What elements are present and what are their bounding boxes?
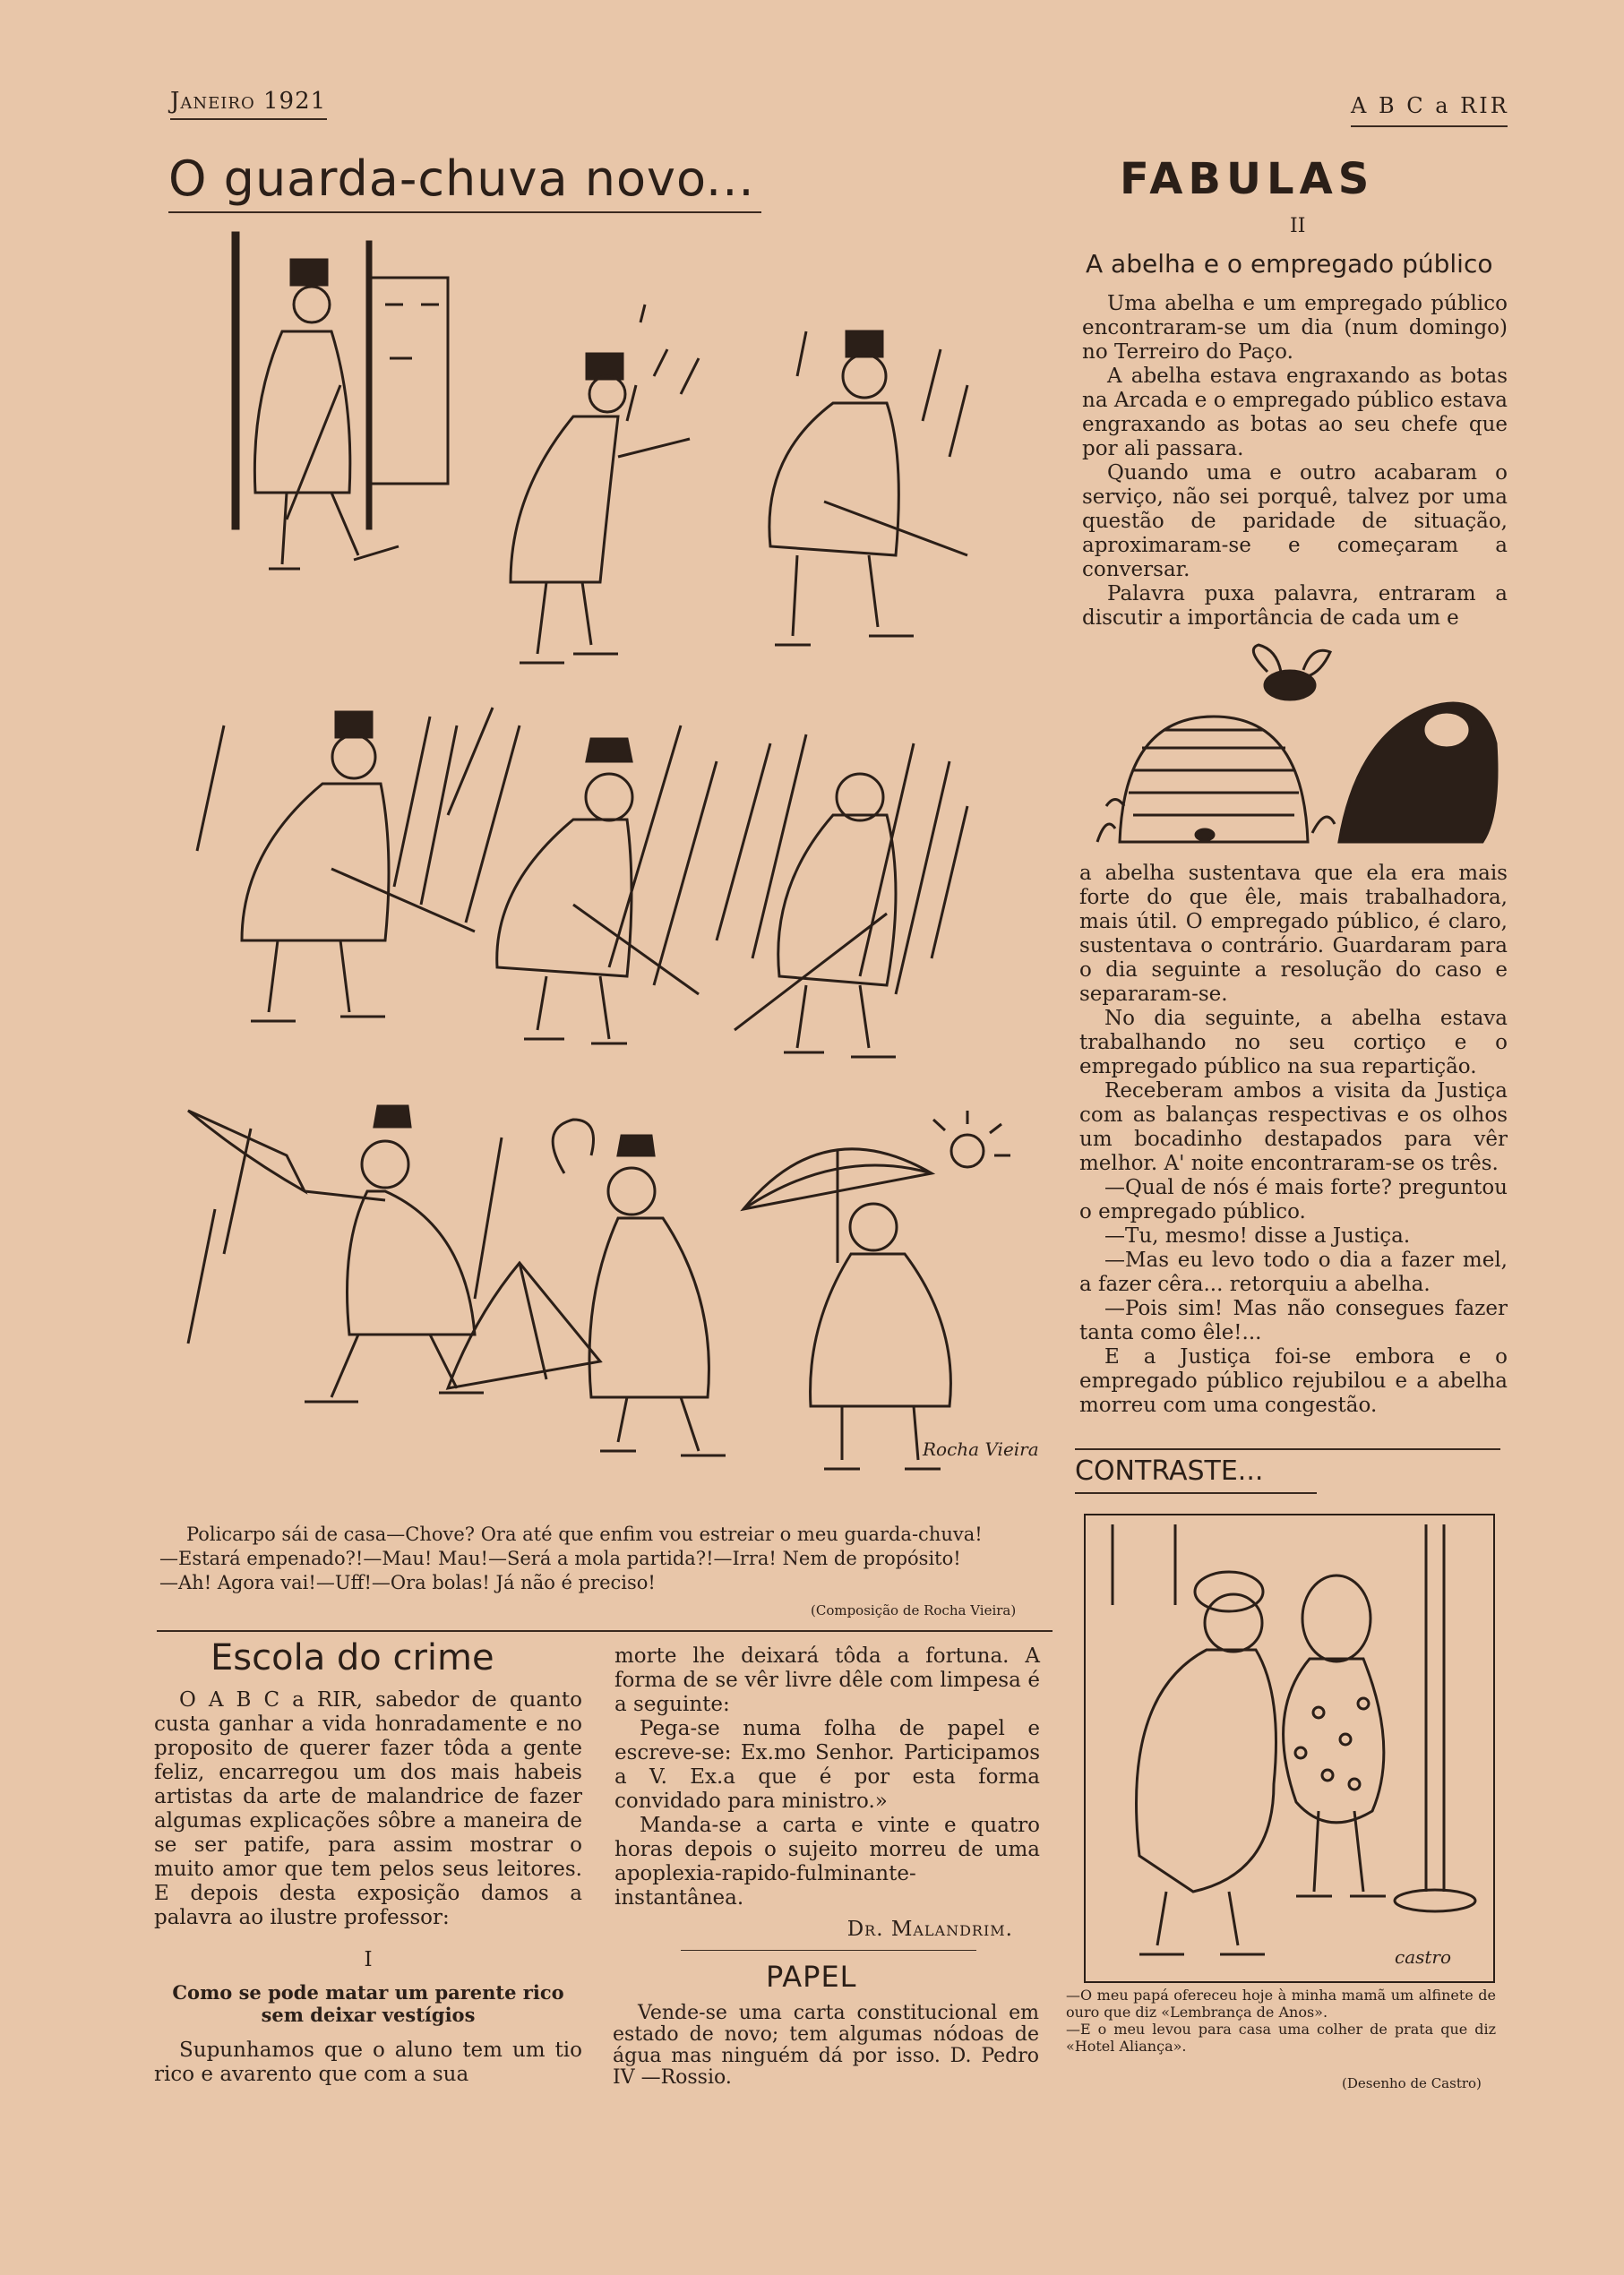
magazine-name: A B C a RIR [1351,93,1509,118]
contraste-title: CONTRASTE... [1075,1455,1264,1487]
comic-panel-8 [448,1120,726,1455]
caption-line-3: —Ah! Agora vai!—Uff!—Ora bolas! Já não é preciso! [159,1572,656,1593]
comic-panel-4 [197,712,475,1021]
fabulas-p6: No dia seguinte, a abelha estava trabalhando no seu cortiço e o empregado público na sua repartição. [1079,1007,1508,1078]
contraste-caption-2: —E o meu levou para casa uma colher de prata que diz «Hotel Aliança». [1066,2021,1496,2055]
fabulas-p7: Receberam ambos a visita da Justiça com as balanças respectivas e os olhos um bocadinho destapados para vêr melhor. A' noite encontraram-se os três. [1079,1079,1508,1175]
date-rule [170,118,327,120]
fabulas-title: FABULAS [1120,154,1375,204]
comic-panel-7 [188,1106,502,1402]
fabulas-p11: —Pois sim! Mas não consegues fazer tanta como êle!... [1079,1297,1508,1344]
fabulas-subtitle: A abelha e o empregado público [1086,249,1493,279]
comic-panel-6 [717,734,967,1057]
fabulas-p8: —Qual de nós é mais forte? preguntou o empregado público. [1079,1176,1508,1223]
comic-signature: Rocha Vieira [923,1438,1039,1460]
comic-title-rule [168,211,761,213]
contraste-rule [1075,1492,1317,1494]
escola-para1: Supunhamos que o aluno tem um tio rico e avarento que com a sua [154,2039,582,2086]
comic-bottom-rule [157,1630,1053,1632]
escola-intro: O A B C a RIR, sabedor de quanto custa ganhar a vida honradamente e no proposito de querer fazer tôda a gente feliz, encarregou um dos mais habeis artistas da arte de malandrice de fazer algumas explicações sôbre a maneira de se ser patife, para assim mostrar o muito amor que tem pelos seus leitores. E depois desta exposição damos a palavra ao ilustre professor: [154,1688,582,1929]
comic-panel-3 [769,331,967,645]
fabulas-text-bottom [1079,862,1508,1418]
escola-signature: Dr. Malandrim. [846,1918,1013,1941]
escola-col2 [614,1644,1040,1942]
fabulas-p2: A abelha estava engraxando as botas na Arcada e o empregado público estava engraxando as botas ao seu chefe que por ali passara. [1082,365,1508,460]
fabulas-p9: —Tu, mesmo! disse a Justiça. [1104,1224,1411,1248]
issue-date: Janeiro 1921 [170,88,327,115]
papel-text-block [613,2003,1039,2089]
fabulas-bottom-rule [1075,1448,1500,1450]
escola-col2-p1: morte lhe deixará tôda a fortuna. A forma de se vêr livre dêle com limpesa é a seguinte: [614,1644,1040,1716]
comic-illustration [179,224,1039,1505]
comic-title: O guarda-chuva novo... [168,150,755,207]
fabulas-numeral: II [1290,215,1306,237]
papel-title: PAPEL [766,1960,857,1994]
contraste-signature: castro [1395,1946,1452,1968]
comic-credit: (Composição de Rocha Vieira) [811,1602,1017,1618]
papel-top-rule [681,1950,976,1951]
escola-section-title: Como se pode matar um parente rico sem deixar vestígios [172,1981,564,2026]
papel-text: Vende-se uma carta constitucional em estado de novo; tem algumas nódoas de água mas ninguém dá por isso. D. Pedro IV —Rossio. [613,2002,1039,2089]
escola-col1 [154,1688,582,2087]
contraste-credit: (Desenho de Castro) [1342,2075,1482,2091]
comic-panel-9 [743,1111,1010,1469]
escola-col2-p3: Manda-se a carta e vinte e quatro horas depois o sujeito morreu de uma apoplexia-rapido-fulminante-instantânea. [614,1814,1040,1910]
caption-line-1: Policarpo sái de casa—Chove? Ora até que enfim vou estreiar o meu guarda-chuva! [186,1524,983,1545]
fabulas-p4: Palavra puxa palavra, entraram a discutir a importância de cada um e [1082,582,1508,630]
comic-caption [159,1523,1046,1595]
escola-numeral: I [364,1948,373,1971]
bee-hive-illustration [1088,636,1509,851]
contraste-illustration [1084,1514,1495,1983]
magazine-rule [1351,125,1508,127]
fabulas-p3: Quando uma e outro acabaram o serviço, não sei porquê, talvez por uma questão de paridade de situação, aproximaram-se e começaram a conversar. [1082,461,1508,581]
escola-col2-p2: Pega-se numa folha de papel e escreve-se: Ex.mo Senhor. Participamos a V. Ex.a que é por esta forma convidado para ministro.» [614,1717,1040,1813]
contraste-caption [1066,1987,1496,2055]
fabulas-p12: E a Justiça foi-se embora e o empregado público rejubilou e a abelha morreu com uma congestão. [1079,1345,1508,1417]
comic-panel-2 [511,305,699,663]
contraste-caption-1: —O meu papá ofereceu hoje à minha mamã um alfinete de ouro que diz «Lembrança de Anos». [1066,1987,1496,2021]
fabulas-text-top [1082,292,1508,631]
caption-line-2: —Estará empenado?!—Mau! Mau!—Será a mola partida?!—Irra! Nem de propósito! [159,1548,961,1569]
comic-panel-5 [448,708,717,1043]
comic-panel-1 [233,233,448,569]
fabulas-p5: a abelha sustentava que ela era mais forte do que êle, mais trabalhadora, mais útil. O empregado público, é claro, sustentava o contrário. Guardaram para o dia seguinte a resolução do caso e separaram-se. [1079,862,1508,1006]
fabulas-p10: —Mas eu levo todo o dia a fazer mel, a fazer cêra... retorquiu a abelha. [1079,1249,1508,1296]
fabulas-p1: Uma abelha e um empregado público encontraram-se um dia (num domingo) no Terreiro do Paço. [1082,292,1508,364]
escola-title: Escola do crime [211,1637,494,1678]
